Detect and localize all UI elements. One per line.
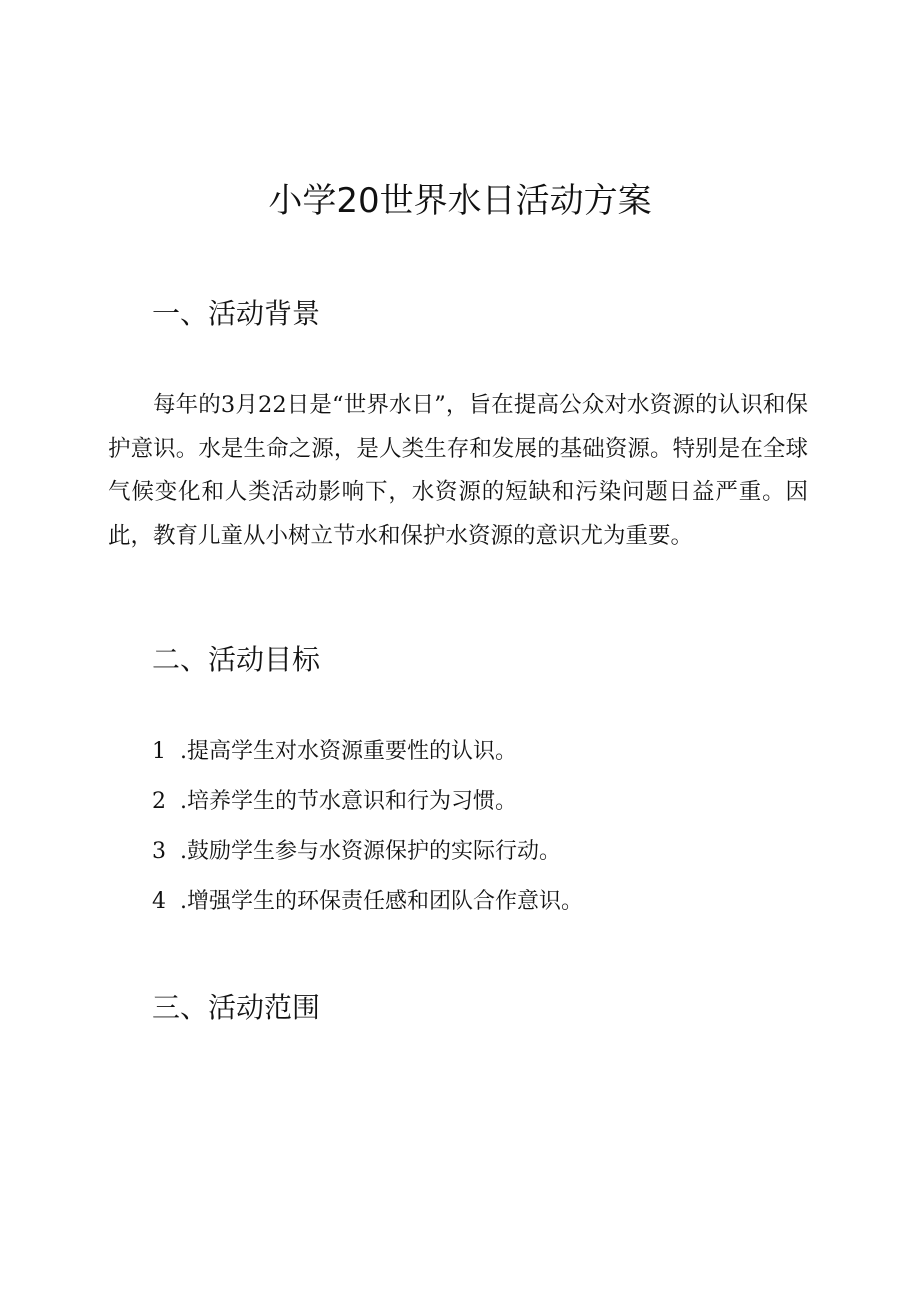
list-item-number: 2 [152,789,166,814]
list-item [152,732,583,782]
document-title: 小学20世界水日活动方案 [268,181,652,221]
background-paragraph: 每年的3月22日是“世界水日”，旨在提高公众对水资源的认识和保护意识。水是生命之源，是人类生存和发展的基础资源。特别是在全球气候变化和人类活动影响下，水资源的短缺和污染问题日益严重。因此，教育儿童从小树立节水和保护水资源的意识尤为重要。 [108,392,808,549]
section-heading-scope: 三、活动范围 [152,991,321,1024]
list-item-text: .鼓励学生参与水资源保护的实际行动。 [180,839,561,864]
list-item-number: 4 [152,889,166,914]
section-heading-goals: 二、活动目标 [152,643,321,676]
goals-list [152,732,583,932]
list-item [152,782,583,832]
list-item-number: 1 [152,739,166,764]
list-item [152,832,583,882]
list-item [152,882,583,932]
section-heading-background: 一、活动背景 [152,297,321,330]
list-item-text: .增强学生的环保责任感和团队合作意识。 [180,889,583,914]
list-item-text: .提高学生对水资源重要性的认识。 [180,739,517,764]
list-item-text: .培养学生的节水意识和行为习惯。 [180,789,517,814]
list-item-number: 3 [152,839,166,864]
